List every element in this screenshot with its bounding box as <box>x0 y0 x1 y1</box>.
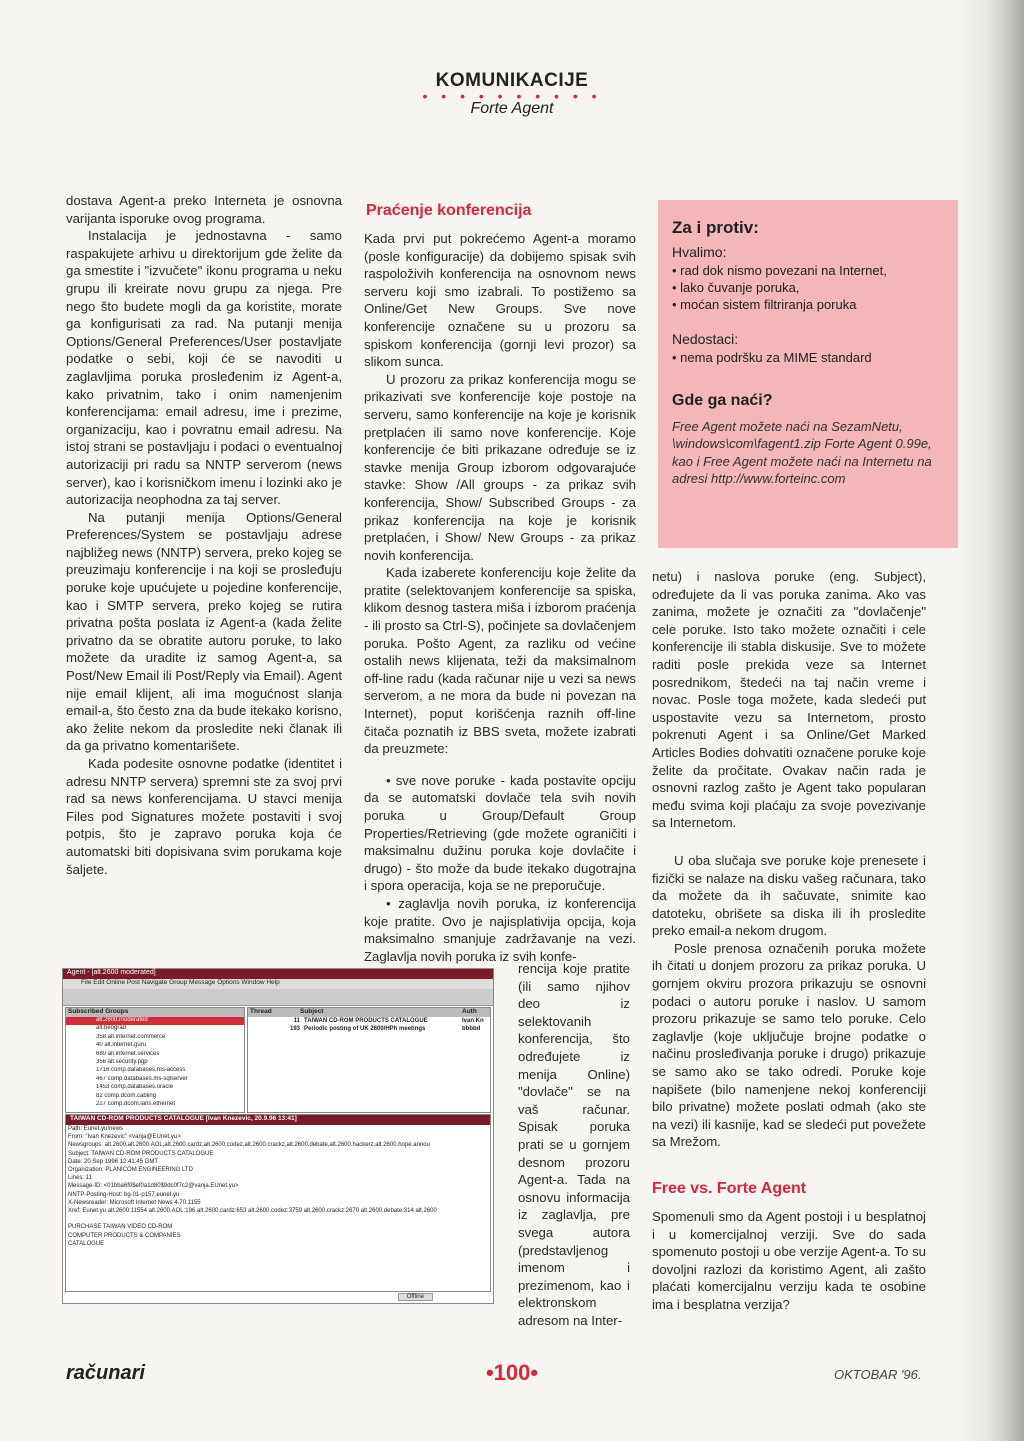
message-line: COMPUTER PRODUCTS & COMPANIES <box>68 1232 181 1239</box>
col1-paragraph-1: dostava Agent-a preko Interneta je osnovna varijanta isporuke ovog programa. <box>66 193 342 226</box>
column-3 <box>652 568 926 1151</box>
message-titlebar: TAIWAN CD-ROM PRODUCTS CATALOGUE [Ivan Knezevic, 20.9.96 13:41] <box>66 1115 490 1125</box>
message-line: Newsgroups: alt.2600,alt.2600.AOL,alt.2600.cardz,alt.2600.codez,alt.2600.crackz,alt.2600.debate,alt.2600.hackerz,alt.2600.hope.annou <box>68 1142 430 1149</box>
agent-screenshot <box>62 968 494 1304</box>
screenshot-titlebar: Agent - [alt.2600 moderated] <box>63 969 493 979</box>
page-number: •100• <box>485 1360 539 1385</box>
group-row: 40 alt.internet.guru <box>96 1042 147 1049</box>
thread-subject: TAIWAN CD-ROM PRODUCTS CATALOGUE <box>304 1018 428 1024</box>
thread-col: Thread <box>250 1008 272 1015</box>
cons-list <box>672 349 944 366</box>
section-dots: • • • • • • • • • • <box>422 88 602 104</box>
col2-paragraph-1: Kada prvi put pokrećemo Agent-a moramo (posle konfiguracije) da dobijemo spisak svih raspoloživih konferencija na osnovnom news serveru koji smo izabrali. To postižemo sa Online/Get New Groups. Sve nove konferencije označene su u prozoru sa spiskom konferencija (gornji levi prozor) sa slikom sunca. <box>364 231 636 370</box>
screenshot-menubar: File Edit Online Post Navigate Group Message Options Window Help <box>63 979 493 989</box>
thread-num: 193 <box>289 1026 300 1033</box>
thread-num: 11 <box>293 1018 300 1024</box>
thread-author: Ivan Kn <box>462 1018 484 1024</box>
group-row: 680 alt.internet.services <box>96 1050 160 1057</box>
col2-bullet-1: • sve nove poruke - kada postavite opciju da se automatski dovlače tela svih novih poruka u Group/Default Group Properties/Retrieving (gde možete ograničiti i maksimalnu dužinu poruka koje dovlačite i drugo) - što može da bude itekako dugotrajna i spora operacija, koja se ne preporučuje. <box>364 772 636 894</box>
message-line: PURCHASE TAIWAN VIDEO CD-ROM <box>68 1224 173 1231</box>
group-row: 82 comp.dcom.cabling <box>96 1092 157 1099</box>
group-row: 1453 comp.databases.oracle <box>96 1084 174 1091</box>
group-row: 1716 comp.databases.ms-access <box>96 1067 186 1074</box>
col3-paragraph-1: netu) i naslova poruke (eng. Subject), određujete da li vas poruka zanima. Ako vas zanima, možete je označiti za "dovlačenje" cele poruke. Isto tako možete označiti i cele konferencije ili stabla diskusije. Sve to možete raditi posle prekida veze sa Internet posrednikom, štedeći na taj način vreme i novac. Posle toga možete, kada sledeći put uspostavite vezu sa Internetom, prosto pokrenuti Agent i sa Online/Get Marked Articles Bodies dohvatiti označene poruke koje želite da pročitate. Ovakav način rada je osnovni razlog zašto je Agent tako popularan među svima koji plaćaju za svoje povezivanje sa Internetom. <box>652 569 926 831</box>
group-row: alt.2600.moderated <box>66 1017 244 1025</box>
group-row: 467 comp.databases.ms-sqlserver <box>96 1075 188 1082</box>
pros-item: • lako čuvanje poruka, <box>672 279 944 296</box>
message-line: Lines: 11 <box>68 1175 92 1182</box>
threads-pane <box>247 1007 491 1113</box>
column-1 <box>66 192 342 878</box>
subject-col: Subject <box>300 1008 324 1015</box>
group-row: 358 alt.internet.commerce <box>96 1033 166 1040</box>
heading-pracenje: Praćenje konferencija <box>366 202 532 219</box>
page-edge-shadow <box>960 0 1024 1441</box>
message-pane <box>65 1114 491 1292</box>
col1-paragraph-4: Kada podesite osnovne podatke (identitet i adresu NNTP servera) spremni ste za svoj prvi rad sa news konferencijama. U stavci menija Files pod Signatures možete postaviti i svoj potpis, što je zapravo poruka koja će automatski biti dopisivana svim porukama koje šaljete. <box>66 756 342 877</box>
pros-item: • moćan sistem filtriranja poruka <box>672 296 944 313</box>
message-line: X-Newsreader: Microsoft Internet News 4.70.1155 <box>68 1199 201 1206</box>
message-line: Subject: TAIWAN CD-ROM PRODUCTS CATALOGUE <box>68 1150 214 1157</box>
magazine-name: računari <box>66 1362 145 1384</box>
col1-paragraph-2: Instalacija je jednostavna - samo raspakujete arhivu u direktorijum gde želite da ga smestite i "izvučete" ikonu programa u neku grupu ili kreirate novu grupu za njega. Pre nego što budete mogli da ga koristite, morate ga konfigurisati za rad. Na putanji menija Options/General Preferences/User postavljate podatke o sebi, koji će se navoditi u zaglavljima poruka prosleđenim iz Agent-a, kako privatnim, tako i onim namenjenim konferencijama: email adresu, ime i prezime, organizaciju, kao i povratnu email adresu. Na istoj strani se postavljaju i podaci o eventualnoj autorizaciji pri radu sa NNTP serverom (news server), kao i korisničkom imenu i lozinki ako je autorizacija neophodna za taj server. <box>66 228 342 508</box>
message-line: From: "Ivan Knezevic" <vanja@EUnet.yu> <box>68 1134 181 1141</box>
group-row: 227 comp.dcom.lans.ethernet <box>96 1100 176 1107</box>
message-line: Date: 20 Sep 1996 12:41:45 GMT <box>68 1158 159 1165</box>
message-line: Path: Eunet.yu!news <box>68 1126 124 1132</box>
thread-row <box>248 1017 490 1025</box>
section-title: KOMUNIKACIJE <box>435 70 589 91</box>
message-line: NNTP-Posting-Host: bg-01-p157.eunet.yu <box>68 1191 180 1198</box>
message-line: CATALOGUE <box>68 1240 105 1247</box>
pros-label: Hvalimo: <box>672 244 727 260</box>
where-text: Free Agent možete naći na SezamNetu, \windows\com\fagent1.zip Forte Agent 0.99e, kao i Free Agent možete naći na Internetu na adresi http://www.forteinc.com <box>672 419 932 487</box>
cons-label: Nedostaci: <box>672 331 739 347</box>
col2-wrap-text: rencija koje pratite (ili samo njihov deo iz selektovanih konferencija, što određujete iz menija Online) "dovlače" se na vaš računar. Spisak poruka prati se u gornjem desnom prozoru Agent-a. Tada na osnovu informacija iz zaglavlja, pre svega autora (predstavljenog imenom i prezimenom, kao i elektronskom adresom na Inter- <box>518 961 630 1328</box>
cons-item: • nema podršku za MIME standard <box>672 349 944 366</box>
column-2 <box>364 230 636 965</box>
col2-paragraph-3: Kada izaberete konferenciju koje želite da pratite (selektovanjem konferencije sa spiska, klikom desnog tastera miša i izborom praćenja - ili prosto sa Ctrl-S), počinjete sa dovlačenjem poruka. Pošto Agent, za razliku od većine ostalih news klijenata, teži da maksimalnom off-line radu (kada računar nije u vezi sa news serverom, a ne mora da bude ni povezan na Internet), poput korišćenja raznih off-line čitača poznatih iz BBS sveta, možete izabrati da preuzmete: <box>364 565 636 757</box>
col3-paragraph-2: U oba slučaja sve poruke koje prenesete i fizički se nalaze na disku vašeg računara, tako da možete da ih sačuvate, snimite kao datoteku, obrišete sa diska ili ih prosledite preko email-a nekom drugom. <box>652 852 926 939</box>
col1-paragraph-3: Na putanji menija Options/General Preferences/System se postavljaju adrese najbližeg news (NNTP) servera, preko kojeg se preuzimaju konferencije i na koji se prosleđuju poruke koje upućujete u pojedine konferencije, kao i SMTP servera, preko kojeg se rutira privatna pošta poslata iz Agent-a (kada želite privatno da se obratite autoru poruke, to lako možete da uradite iz samog Agent-a, sa Post/New Email ili Post/Reply via Email). Agent nije email klijent, ali ima mogućnost slanja email-a, što često zna da bude itekako korisno, ako želite nekom da prosledite neki članak ili da ga privatno komentarišete. <box>66 509 342 754</box>
message-line: Organization: PLANICOM ENGINEERING LTD <box>68 1167 193 1174</box>
col2-paragraph-2: U prozoru za prikaz konferencija mogu se prikazivati sve konferencije koje postoje na serveru, samo konferencije na koje je korisnik pretplaćen ili samo nove konferencije. Koje konferencije će biti prikazane određuje se iz stavke menija Group izborom odgovarajuće stavke: Show /All groups - za prikaz svih konferencija, Show/ Subscribed Groups - za prikaz konferencija na koje je korisnik pretplaćen, i Show/ New Groups - za prikaz novih konferencija. <box>364 371 636 563</box>
heading-free-vs-forte: Free vs. Forte Agent <box>652 1180 807 1197</box>
col3-paragraph-3: Posle prenosa označenih poruka možete ih čitati u donjem prozoru za prikaz poruka. U gornjem okviru prozora prikazuju se osnovni podaci o autoru poruke i naslov. U samom prozoru prikazuje se samo telo poruke. Celo zaglavlje (koje uključuje brojne podatke o načinu prosleđivanja poruke i drugo) prikazuje se samo ako se tako odredi. Poruke koje napišete (bilo namenjene nekoj konferenciji bilo privatne) možete poslati odmah (ako ste na vezi) ili kasnije, kad se sledeći put povežete sa Mrežom. <box>652 940 926 1150</box>
pros-list <box>672 262 944 313</box>
col4-paragraph-1: Spomenuli smo da Agent postoji i u besplatnoj i u komercijalnoj verziji. Sve do sada spomenuto postoji u obe verzije Agent-a. To su dovoljni razlozi da koristimo Agent, ali zašto plaćati komercijalnu verziju kada te osobine ima i besplatna verzija? <box>652 1209 926 1312</box>
screenshot-toolbar <box>63 989 493 1006</box>
group-row: 356 alt.security.pgp <box>96 1058 148 1065</box>
col2-bullet-2: • zaglavlja novih poruka, iz konferencija koje pratite. Ovo je najisplativija opcija, koja maksimalno smanjuje zadržavanje na vezi. Zaglavlja novih poruka iz svih konfe- <box>364 895 636 964</box>
thread-subject: Periodic posting of UK 2600/HPh meetings <box>304 1026 426 1033</box>
where-title: Gde ga naći? <box>672 392 773 409</box>
pros-item: • rad dok nismo povezani na Internet, <box>672 262 944 279</box>
groups-pane <box>65 1007 245 1113</box>
thread-author: bbbbd <box>462 1026 481 1033</box>
issue-date: OKTOBAR '96. <box>834 1367 922 1382</box>
group-row: alt.beograd <box>96 1025 127 1032</box>
message-line: Message-ID: <01bba6f0$ef0a1d80$9dc0f7c2@vanja.EUnet.yu> <box>68 1183 239 1190</box>
message-line <box>66 1215 490 1223</box>
thread-row <box>248 1025 490 1033</box>
message-line: Xref: Eunet.yu alt.2600:11554 alt.2600.AOL:196 alt.2600.cardz:653 alt.2600.codez:3759 alt.2600.crackz:2670 alt.2600.debate:314 alt.2600 <box>68 1208 437 1215</box>
article-title: Forte Agent <box>470 100 554 117</box>
author-col: Auth <box>462 1008 477 1015</box>
status-offline: Offline <box>398 1293 433 1301</box>
groups-header: Subscribed Groups <box>66 1008 244 1017</box>
message-body <box>66 1125 490 1248</box>
threads-header <box>248 1008 490 1017</box>
column-4 <box>652 1208 926 1314</box>
pros-cons-box <box>658 200 958 548</box>
box-title: Za i protiv: <box>672 218 759 237</box>
